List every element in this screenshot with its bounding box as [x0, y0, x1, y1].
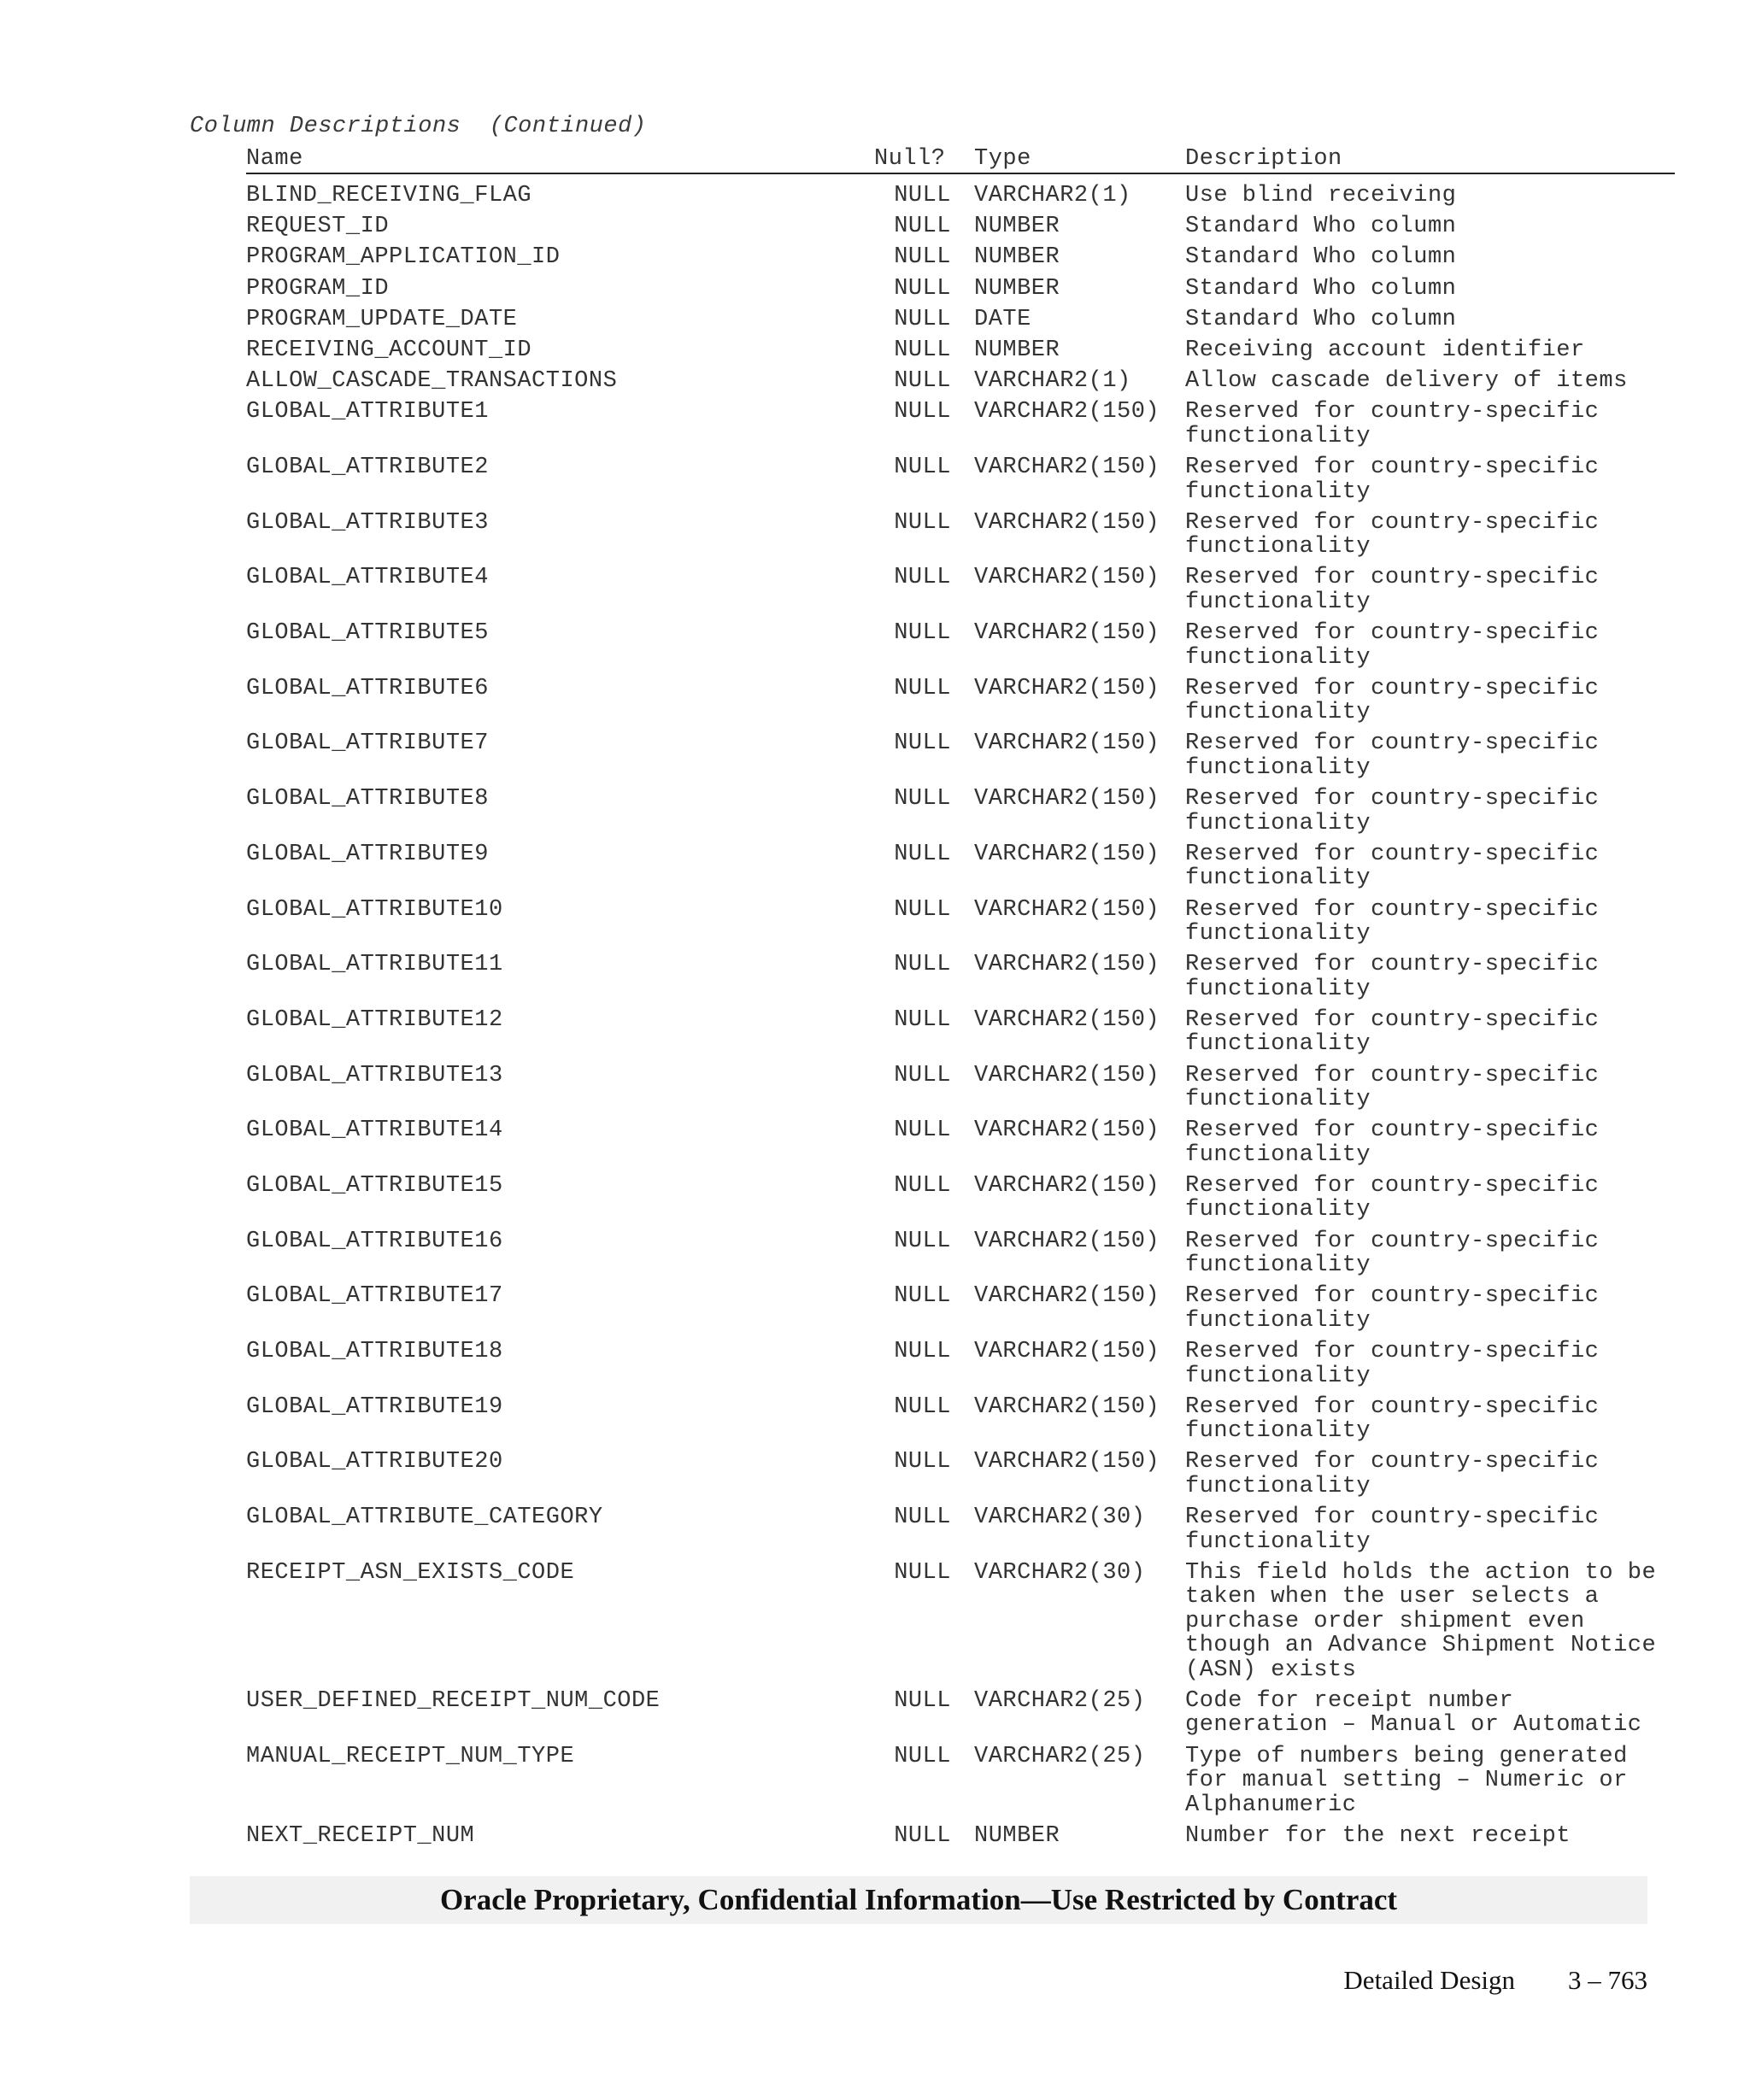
null-flag: NULL: [894, 455, 951, 480]
column-name: GLOBAL_ATTRIBUTE11: [246, 952, 503, 978]
column-description: Code for receipt number generation – Manual or Automatic: [1185, 1687, 1642, 1739]
column-description: Reserved for country-specific functionality: [1185, 675, 1600, 726]
data-type: VARCHAR2(150): [974, 1449, 1160, 1475]
table-row: [246, 1340, 1675, 1388]
null-flag: NULL: [894, 565, 951, 591]
column-description: Reserved for country-specific functionality: [1185, 1062, 1600, 1113]
column-name: GLOBAL_ATTRIBUTE17: [246, 1283, 503, 1310]
column-description: Reserved for country-specific functionality: [1185, 455, 1600, 505]
null-flag: NULL: [894, 337, 951, 363]
column-description: Reserved for country-specific functionality: [1185, 1505, 1600, 1555]
column-name: GLOBAL_ATTRIBUTE6: [246, 675, 489, 701]
table-row: [246, 400, 1675, 449]
null-flag: NULL: [894, 1172, 951, 1199]
data-type: VARCHAR2(150): [974, 675, 1160, 701]
header-type: Type: [974, 146, 1031, 172]
column-name: GLOBAL_ATTRIBUTE20: [246, 1449, 503, 1475]
table-row: [246, 1689, 1675, 1738]
column-name: GLOBAL_ATTRIBUTE5: [246, 620, 489, 647]
column-name: PROGRAM_UPDATE_DATE: [246, 306, 518, 332]
null-flag: NULL: [894, 1559, 951, 1586]
column-description: Standard Who column: [1185, 306, 1457, 332]
data-type: VARCHAR2(150): [974, 565, 1160, 591]
column-name: RECEIPT_ASN_EXISTS_CODE: [246, 1559, 575, 1586]
data-type: DATE: [974, 306, 1031, 332]
column-name: PROGRAM_ID: [246, 275, 390, 302]
null-flag: NULL: [894, 399, 951, 425]
data-type: VARCHAR2(150): [974, 952, 1160, 978]
column-description: Reserved for country-specific functionality: [1185, 786, 1600, 836]
null-flag: NULL: [894, 620, 951, 647]
column-description: Reserved for country-specific functionality: [1185, 1172, 1600, 1223]
column-name: GLOBAL_ATTRIBUTE10: [246, 896, 503, 923]
table-row: [246, 511, 1675, 560]
column-description: Reserved for country-specific functionality: [1185, 730, 1600, 781]
table-header: [246, 145, 1675, 174]
table-row: [246, 842, 1675, 891]
column-name: PROGRAM_APPLICATION_ID: [246, 244, 561, 271]
table-row: [246, 184, 1675, 208]
data-type: VARCHAR2(150): [974, 399, 1160, 425]
table-row: [246, 214, 1675, 239]
column-description: Reserved for country-specific functionality: [1185, 952, 1600, 1002]
table-row: [246, 1229, 1675, 1278]
table-row: [246, 1824, 1675, 1849]
table-row: [246, 1395, 1675, 1444]
data-type: VARCHAR2(150): [974, 509, 1160, 536]
column-name: GLOBAL_ATTRIBUTE1: [246, 399, 489, 425]
table-row: [246, 621, 1675, 670]
table-row: [246, 1745, 1675, 1818]
table-row: [246, 566, 1675, 614]
data-type: VARCHAR2(150): [974, 1339, 1160, 1364]
column-description: Reserved for country-specific functionality: [1185, 896, 1600, 947]
null-flag: NULL: [894, 1393, 951, 1420]
column-name: REQUEST_ID: [246, 214, 390, 240]
column-descriptions-table: [246, 145, 1675, 1848]
column-description: Allow cascade delivery of items: [1185, 368, 1628, 395]
column-description: Standard Who column: [1185, 214, 1457, 240]
column-description: Reserved for country-specific functionality: [1185, 565, 1600, 615]
column-name: GLOBAL_ATTRIBUTE19: [246, 1393, 503, 1420]
data-type: VARCHAR2(150): [974, 896, 1160, 923]
null-flag: NULL: [894, 509, 951, 536]
table-caption: Column Descriptions (Continued): [190, 114, 647, 139]
column-name: GLOBAL_ATTRIBUTE8: [246, 786, 489, 812]
data-type: VARCHAR2(150): [974, 786, 1160, 812]
column-name: USER_DEFINED_RECEIPT_NUM_CODE: [246, 1687, 661, 1714]
data-type: NUMBER: [974, 214, 1060, 240]
null-flag: NULL: [894, 841, 951, 867]
null-flag: NULL: [894, 1339, 951, 1364]
data-type: NUMBER: [974, 337, 1060, 363]
data-type: VARCHAR2(150): [974, 1006, 1160, 1033]
page-footer: [1343, 1965, 1647, 1996]
table-row: [246, 787, 1675, 836]
column-name: ALLOW_CASCADE_TRANSACTIONS: [246, 368, 618, 395]
column-name: GLOBAL_ATTRIBUTE_CATEGORY: [246, 1505, 603, 1531]
data-type: NUMBER: [974, 275, 1060, 302]
data-type: VARCHAR2(150): [974, 1172, 1160, 1199]
column-description: Type of numbers being generated for manual setting – Numeric or Alphanumeric: [1185, 1743, 1628, 1818]
null-flag: NULL: [894, 896, 951, 923]
null-flag: NULL: [894, 786, 951, 812]
column-name: GLOBAL_ATTRIBUTE9: [246, 841, 489, 867]
data-type: VARCHAR2(150): [974, 1393, 1160, 1420]
column-name: RECEIVING_ACCOUNT_ID: [246, 337, 532, 363]
column-name: GLOBAL_ATTRIBUTE12: [246, 1006, 503, 1033]
table-row: [246, 277, 1675, 302]
null-flag: NULL: [894, 1687, 951, 1714]
column-description: Reserved for country-specific functionality: [1185, 1006, 1600, 1058]
null-flag: NULL: [894, 1743, 951, 1769]
column-name: GLOBAL_ATTRIBUTE18: [246, 1339, 503, 1364]
column-description: Standard Who column: [1185, 244, 1457, 271]
column-description: Number for the next receipt: [1185, 1822, 1571, 1849]
confidential-notice: Oracle Proprietary, Confidential Information––Use Restricted by Contract: [190, 1876, 1647, 1924]
column-description: Reserved for country-specific functionality: [1185, 1117, 1600, 1168]
null-flag: NULL: [894, 214, 951, 240]
column-name: BLIND_RECEIVING_FLAG: [246, 183, 532, 208]
data-type: VARCHAR2(25): [974, 1687, 1146, 1714]
null-flag: NULL: [894, 244, 951, 271]
null-flag: NULL: [894, 1505, 951, 1531]
data-type: VARCHAR2(150): [974, 620, 1160, 647]
data-type: VARCHAR2(25): [974, 1743, 1146, 1769]
data-type: VARCHAR2(1): [974, 368, 1131, 395]
null-flag: NULL: [894, 183, 951, 208]
column-description: Receiving account identifier: [1185, 337, 1585, 363]
table-row: [246, 1450, 1675, 1499]
data-type: VARCHAR2(150): [974, 1062, 1160, 1088]
table-row: [246, 1064, 1675, 1112]
table-row: [246, 1561, 1675, 1683]
column-name: GLOBAL_ATTRIBUTE14: [246, 1117, 503, 1144]
column-name: GLOBAL_ATTRIBUTE2: [246, 455, 489, 480]
column-description: Reserved for country-specific functionality: [1185, 841, 1600, 892]
data-type: VARCHAR2(150): [974, 841, 1160, 867]
column-description: Reserved for country-specific functionality: [1185, 509, 1600, 560]
table-row: [246, 1174, 1675, 1223]
null-flag: NULL: [894, 1822, 951, 1849]
data-type: VARCHAR2(30): [974, 1505, 1146, 1531]
data-type: VARCHAR2(1): [974, 183, 1131, 208]
null-flag: NULL: [894, 1449, 951, 1475]
table-row: [246, 245, 1675, 270]
data-type: NUMBER: [974, 244, 1060, 271]
column-description: Reserved for country-specific functionality: [1185, 620, 1600, 671]
header-description: Description: [1185, 146, 1342, 172]
data-type: VARCHAR2(150): [974, 1283, 1160, 1310]
section-title: Detailed Design: [1343, 1965, 1515, 1995]
null-flag: NULL: [894, 952, 951, 978]
table-row: [246, 898, 1675, 947]
column-name: GLOBAL_ATTRIBUTE4: [246, 565, 489, 591]
null-flag: NULL: [894, 368, 951, 395]
column-description: Reserved for country-specific functionality: [1185, 1283, 1600, 1334]
null-flag: NULL: [894, 730, 951, 757]
column-name: GLOBAL_ATTRIBUTE15: [246, 1172, 503, 1199]
page-number: 3 – 763: [1568, 1965, 1647, 1995]
column-description: Reserved for country-specific functionality: [1185, 1228, 1600, 1279]
table-row: [246, 369, 1675, 394]
table-row: [246, 1008, 1675, 1057]
column-name: GLOBAL_ATTRIBUTE7: [246, 730, 489, 757]
column-description: Reserved for country-specific functionality: [1185, 1449, 1600, 1499]
data-type: VARCHAR2(150): [974, 1228, 1160, 1254]
column-name: GLOBAL_ATTRIBUTE16: [246, 1228, 503, 1254]
table-row: [246, 338, 1675, 363]
column-description: Reserved for country-specific functionality: [1185, 1339, 1600, 1389]
table-row: [246, 953, 1675, 1001]
table-row: [246, 1284, 1675, 1333]
null-flag: NULL: [894, 275, 951, 302]
column-name: GLOBAL_ATTRIBUTE3: [246, 509, 489, 536]
column-description: Standard Who column: [1185, 275, 1457, 302]
data-type: VARCHAR2(150): [974, 730, 1160, 757]
null-flag: NULL: [894, 1228, 951, 1254]
data-type: VARCHAR2(150): [974, 455, 1160, 480]
column-description: Use blind receiving: [1185, 183, 1457, 208]
data-type: NUMBER: [974, 1822, 1060, 1849]
null-flag: NULL: [894, 1283, 951, 1310]
table-body: [246, 174, 1675, 1848]
null-flag: NULL: [894, 1006, 951, 1033]
column-description: Reserved for country-specific functionality: [1185, 1393, 1600, 1445]
table-row: [246, 677, 1675, 725]
header-null: Null?: [874, 146, 946, 172]
null-flag: NULL: [894, 675, 951, 701]
table-row: [246, 731, 1675, 780]
table-row: [246, 1118, 1675, 1167]
table-row: [246, 1505, 1675, 1554]
null-flag: NULL: [894, 306, 951, 332]
data-type: VARCHAR2(150): [974, 1117, 1160, 1144]
column-name: MANUAL_RECEIPT_NUM_TYPE: [246, 1743, 575, 1769]
column-name: NEXT_RECEIPT_NUM: [246, 1822, 475, 1849]
column-description: Reserved for country-specific functionality: [1185, 399, 1600, 449]
null-flag: NULL: [894, 1062, 951, 1088]
null-flag: NULL: [894, 1117, 951, 1144]
column-name: GLOBAL_ATTRIBUTE13: [246, 1062, 503, 1088]
table-row: [246, 455, 1675, 504]
column-description: This field holds the action to be taken when the user selects a purchase order shipment even though an Advance Shipment Notice (ASN) exists: [1185, 1559, 1657, 1683]
header-name: Name: [246, 146, 303, 172]
table-row: [246, 308, 1675, 332]
data-type: VARCHAR2(30): [974, 1559, 1146, 1586]
